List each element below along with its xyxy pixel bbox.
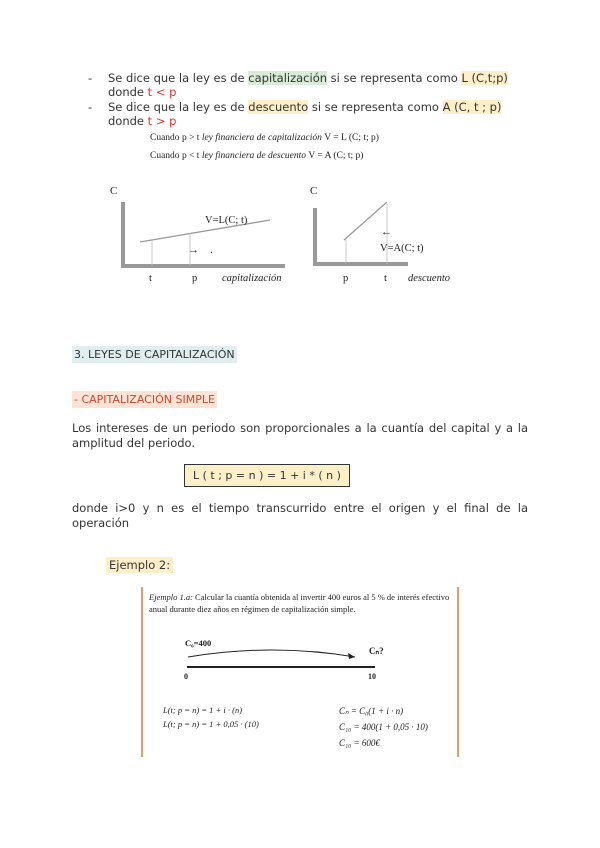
bullet-descuento bbox=[88, 100, 538, 128]
dot-mark: . bbox=[210, 244, 213, 256]
example-panel bbox=[141, 587, 459, 757]
tick-label: t bbox=[149, 273, 152, 284]
cn-label: Cₙ? bbox=[369, 646, 384, 656]
tick-label: p bbox=[343, 273, 349, 284]
rule-capitalizacion: Cuando p > t ley financiera de capitalización V = L (C; t; p) bbox=[150, 133, 379, 143]
c0-label: C₀=400 bbox=[185, 638, 212, 648]
graph-capitalizacion bbox=[110, 185, 285, 284]
axis-label: C bbox=[310, 185, 318, 197]
bullet-text: si se representa como bbox=[308, 100, 443, 114]
condition-text: t < p bbox=[147, 85, 177, 99]
bullet-dash: - bbox=[88, 100, 93, 114]
notation-L: L (C,t;p) bbox=[461, 71, 508, 85]
tick-label: p bbox=[192, 273, 198, 284]
bullet-dash: - bbox=[88, 71, 93, 85]
tick-label: t bbox=[384, 273, 387, 284]
timeline bbox=[143, 635, 457, 685]
curve-label: V=L(C; t) bbox=[205, 215, 248, 226]
example-title: Ejemplo 2: bbox=[106, 557, 173, 573]
axis-label: C bbox=[110, 185, 118, 197]
notation-A: A (C, t ; p) bbox=[442, 100, 502, 114]
simple-capitalization-formula: L ( t ; p = n ) = 1 + i * ( n ) bbox=[184, 464, 350, 487]
graph-caption: capitalización bbox=[222, 273, 282, 284]
section-title: 3. LEYES DE CAPITALIZACIÓN bbox=[74, 348, 235, 361]
rule-descuento: Cuando p < t ley financiera de descuento V = A (C; t; p) bbox=[150, 151, 364, 161]
bullet-text: donde bbox=[108, 85, 148, 99]
law-graphs bbox=[100, 180, 480, 290]
arrow-right-icon: → bbox=[188, 244, 199, 256]
condition-text: t > p bbox=[147, 114, 177, 128]
term-descuento: descuento bbox=[248, 100, 309, 114]
subsection-title: - CAPITALIZACIÓN SIMPLE bbox=[74, 393, 215, 406]
graph-caption: descuento bbox=[408, 273, 450, 284]
bullet-capitalizacion bbox=[88, 71, 538, 99]
term-capitalizacion: capitalización bbox=[248, 71, 328, 85]
curve-label: V=A(C; t) bbox=[380, 243, 424, 254]
timeline-arc bbox=[188, 650, 355, 657]
bullet-text: si se representa como bbox=[327, 71, 462, 85]
arrow-left-icon: ← bbox=[381, 226, 392, 238]
t1-label: 10 bbox=[368, 672, 376, 681]
example-statement: Ejemplo 1.a: Calcular la cuantía obtenida al invertir 400 euros al 5 % de interés efectivo anual durante diez años en régimen de capitalización simple. bbox=[149, 592, 450, 614]
definition-paragraph: Los intereses de un periodo son proporcionales a la cuantía del capital y a la amplitud del periodo. bbox=[72, 421, 528, 450]
graph-descuento bbox=[310, 185, 450, 284]
left-formulas: L(t; p = n) = 1 + i · (n) L(t; p = n) = 1 + 0,05 · (10) bbox=[163, 705, 259, 729]
arrow-head-icon bbox=[348, 653, 355, 659]
right-formulas: Cₙ = C₀(1 + i · n) C₁₀ = 400(1 + 0,05 · 10) C₁₀ = 600€ bbox=[339, 706, 428, 748]
t0-label: 0 bbox=[184, 672, 188, 681]
bullet-text: donde bbox=[108, 114, 148, 128]
bullet-text: Se dice que la ley es de bbox=[108, 100, 249, 114]
bullet-text: Se dice que la ley es de bbox=[108, 71, 249, 85]
variables-paragraph: donde i>0 y n es el tiempo transcurrido entre el origen y el final de la operación bbox=[72, 501, 528, 530]
